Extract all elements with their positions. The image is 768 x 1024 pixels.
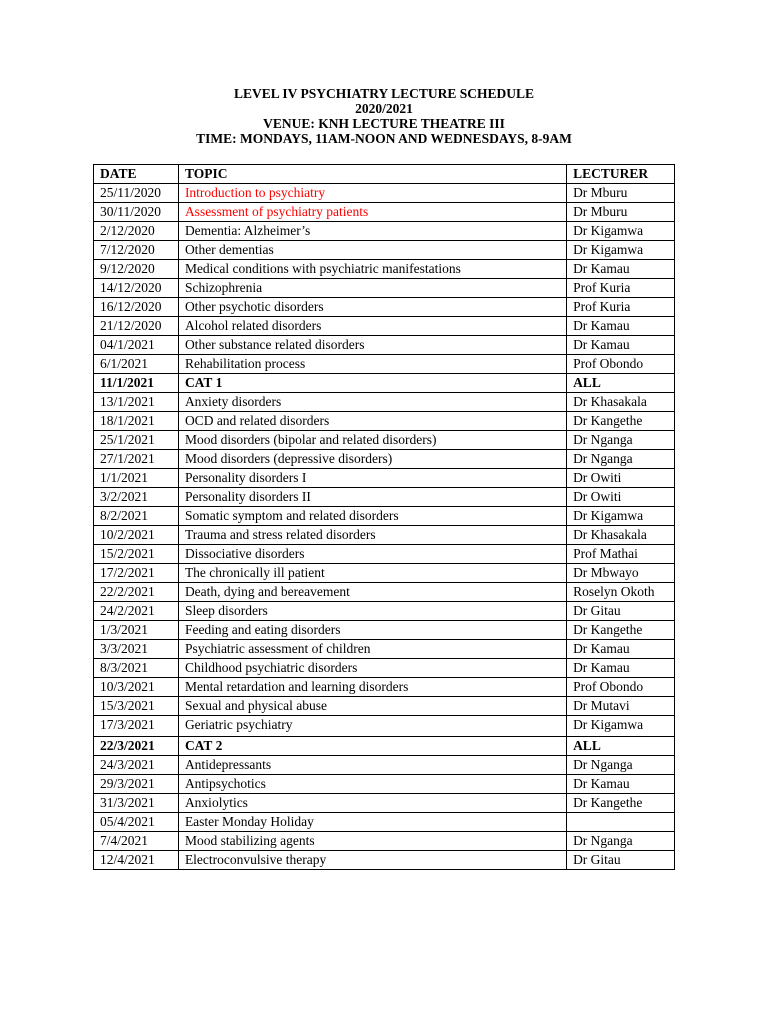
topic-cell: Dementia: Alzheimer’s [178,222,566,241]
date-cell: 04/1/2021 [94,336,179,355]
topic-cell: Sexual and physical abuse [178,697,566,716]
table-row [94,507,675,526]
date-cell: 30/11/2020 [94,203,179,222]
date-cell: 16/12/2020 [94,298,179,317]
lecturer-cell: ALL [567,737,675,756]
table-row [94,279,675,298]
date-cell: 10/3/2021 [94,678,179,697]
lecturer-cell: Dr Khasakala [567,526,675,545]
lecturer-cell: Dr Khasakala [567,393,675,412]
table-row [94,794,675,813]
topic-cell: Dissociative disorders [178,545,566,564]
lecturer-cell: Prof Kuria [567,279,675,298]
lecturer-cell: Dr Nganga [567,450,675,469]
date-cell: 1/3/2021 [94,621,179,640]
table-row [94,431,675,450]
table-row [94,222,675,241]
lecturer-cell: Roselyn Okoth [567,583,675,602]
date-cell: 29/3/2021 [94,775,179,794]
lecturer-cell: Dr Kamau [567,659,675,678]
table-row [94,678,675,697]
topic-cell: Personality disorders II [178,488,566,507]
topic-cell: Antipsychotics [178,775,566,794]
date-cell: 8/2/2021 [94,507,179,526]
date-cell: 05/4/2021 [94,813,179,832]
topic-cell: Assessment of psychiatry patients [178,203,566,222]
date-cell: 21/12/2020 [94,317,179,336]
table-row [94,851,675,870]
topic-cell: Anxiolytics [178,794,566,813]
topic-cell: Mood disorders (depressive disorders) [178,450,566,469]
lecturer-cell: Dr Mburu [567,184,675,203]
table-row [94,832,675,851]
lecturer-cell: Dr Kangethe [567,794,675,813]
table-row [94,716,675,737]
table-row [94,298,675,317]
column-header-date: DATE [94,165,179,184]
table-row [94,659,675,678]
date-cell: 2/12/2020 [94,222,179,241]
topic-cell: Schizophrenia [178,279,566,298]
lecturer-cell: Dr Kamau [567,775,675,794]
lecturer-cell: Prof Kuria [567,298,675,317]
lecturer-cell: Prof Obondo [567,355,675,374]
table-row [94,775,675,794]
lecturer-cell: Dr Owiti [567,469,675,488]
topic-cell: Mood disorders (bipolar and related disorders) [178,431,566,450]
topic-cell: Alcohol related disorders [178,317,566,336]
document-header [0,86,768,146]
topic-cell: Rehabilitation process [178,355,566,374]
topic-cell: Anxiety disorders [178,393,566,412]
table-row [94,621,675,640]
time-line: TIME: MONDAYS, 11AM-NOON AND WEDNESDAYS, 8-9AM [196,131,572,146]
date-cell: 3/3/2021 [94,640,179,659]
topic-cell: Feeding and eating disorders [178,621,566,640]
lecturer-cell: Dr Gitau [567,851,675,870]
venue-line: VENUE: KNH LECTURE THEATRE III [263,116,505,131]
topic-cell: CAT 2 [178,737,566,756]
date-cell: 10/2/2021 [94,526,179,545]
lecturer-cell: Prof Obondo [567,678,675,697]
topic-cell: Personality disorders I [178,469,566,488]
date-cell: 15/3/2021 [94,697,179,716]
date-cell: 22/3/2021 [94,737,179,756]
lecturer-cell: Dr Mburu [567,203,675,222]
topic-cell: Geriatric psychiatry [178,716,566,737]
table-header-row [94,165,675,184]
date-cell: 1/1/2021 [94,469,179,488]
date-cell: 12/4/2021 [94,851,179,870]
table-row [94,640,675,659]
lecturer-cell: Dr Nganga [567,756,675,775]
lecturer-cell: Dr Gitau [567,602,675,621]
lecturer-cell: Dr Mbwayo [567,564,675,583]
date-cell: 9/12/2020 [94,260,179,279]
table-row [94,184,675,203]
topic-cell: Trauma and stress related disorders [178,526,566,545]
date-cell: 27/1/2021 [94,450,179,469]
topic-cell: Medical conditions with psychiatric manifestations [178,260,566,279]
date-cell: 6/1/2021 [94,355,179,374]
column-header-lecturer: LECTURER [567,165,675,184]
date-cell: 7/12/2020 [94,241,179,260]
topic-cell: Psychiatric assessment of children [178,640,566,659]
date-cell: 14/12/2020 [94,279,179,298]
table-row [94,564,675,583]
lecturer-cell: Dr Kangethe [567,621,675,640]
table-row [94,241,675,260]
table-row [94,203,675,222]
table-row [94,583,675,602]
topic-cell: Childhood psychiatric disorders [178,659,566,678]
column-header-topic: TOPIC [178,165,566,184]
table-row [94,374,675,393]
date-cell: 17/2/2021 [94,564,179,583]
lecturer-cell: Dr Kigamwa [567,241,675,260]
lecturer-cell: Dr Kamau [567,317,675,336]
topic-cell: Somatic symptom and related disorders [178,507,566,526]
table-row [94,260,675,279]
topic-cell: Antidepressants [178,756,566,775]
lecturer-cell [567,813,675,832]
table-body [94,184,675,870]
topic-cell: OCD and related disorders [178,412,566,431]
topic-cell: Other dementias [178,241,566,260]
date-cell: 13/1/2021 [94,393,179,412]
topic-cell: Sleep disorders [178,602,566,621]
date-cell: 18/1/2021 [94,412,179,431]
lecturer-cell: Dr Owiti [567,488,675,507]
table-row [94,393,675,412]
table-row [94,355,675,374]
date-cell: 24/2/2021 [94,602,179,621]
table-row [94,813,675,832]
date-cell: 17/3/2021 [94,716,179,737]
table-row [94,412,675,431]
table-row [94,317,675,336]
topic-cell: Death, dying and bereavement [178,583,566,602]
academic-year: 2020/2021 [355,101,413,116]
table-row [94,697,675,716]
lecturer-cell: Dr Kigamwa [567,507,675,526]
topic-cell: Easter Monday Holiday [178,813,566,832]
table-row [94,469,675,488]
lecturer-cell: ALL [567,374,675,393]
table-row [94,756,675,775]
lecturer-cell: Dr Mutavi [567,697,675,716]
lecturer-cell: Dr Nganga [567,431,675,450]
table-row [94,737,675,756]
table-row [94,336,675,355]
table-row [94,545,675,564]
topic-cell: Mood stabilizing agents [178,832,566,851]
lecturer-cell: Dr Kamau [567,336,675,355]
table-row [94,526,675,545]
table-row [94,488,675,507]
lecturer-cell: Dr Kamau [567,640,675,659]
date-cell: 31/3/2021 [94,794,179,813]
date-cell: 7/4/2021 [94,832,179,851]
topic-cell: CAT 1 [178,374,566,393]
table-row [94,602,675,621]
topic-cell: Other substance related disorders [178,336,566,355]
topic-cell: The chronically ill patient [178,564,566,583]
lecturer-cell: Dr Kigamwa [567,222,675,241]
date-cell: 24/3/2021 [94,756,179,775]
date-cell: 8/3/2021 [94,659,179,678]
document-title: LEVEL IV PSYCHIATRY LECTURE SCHEDULE [233,86,535,101]
date-cell: 22/2/2021 [94,583,179,602]
lecturer-cell: Dr Kangethe [567,412,675,431]
date-cell: 25/1/2021 [94,431,179,450]
table-row [94,450,675,469]
date-cell: 25/11/2020 [94,184,179,203]
lecturer-cell: Dr Nganga [567,832,675,851]
date-cell: 11/1/2021 [94,374,179,393]
date-cell: 3/2/2021 [94,488,179,507]
topic-cell: Introduction to psychiatry [178,184,566,203]
topic-cell: Electroconvulsive therapy [178,851,566,870]
topic-cell: Mental retardation and learning disorders [178,678,566,697]
date-cell: 15/2/2021 [94,545,179,564]
topic-cell: Other psychotic disorders [178,298,566,317]
lecture-schedule-table [93,164,675,870]
lecturer-cell: Dr Kamau [567,260,675,279]
lecturer-cell: Dr Kigamwa [567,716,675,737]
lecturer-cell: Prof Mathai [567,545,675,564]
